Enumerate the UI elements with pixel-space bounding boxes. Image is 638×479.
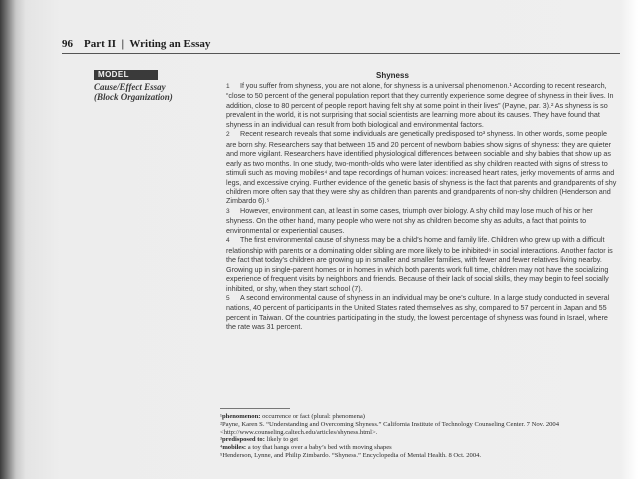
footnote-2 [220, 421, 618, 437]
footnote-1 [220, 413, 618, 421]
footnote-term: predisposed to: [221, 436, 265, 444]
footnote-4 [220, 444, 618, 452]
essay-title: Shyness [376, 71, 409, 80]
paragraph-1 [226, 81, 618, 129]
footnote-marker: ³ [220, 436, 222, 444]
paragraph-text: However, environment can, at least in some cases, triumph over biology. A shy child may lose much of his or her shyness. On the other hand, many people who were not shy as children become shy as adults, a fact that points to environmental or experiential causes. [226, 205, 593, 235]
footnote-term: phenomenon: [221, 413, 261, 420]
header-separator: | [121, 38, 125, 50]
model-subtitle: Cause/Effect Essay (Block Organization) [94, 82, 173, 102]
paragraph-number: 1 [226, 83, 230, 90]
paragraph-text: If you suffer from shyness, you are not alone, for shyness is a universal phenomenon.¹ According to recent research, “close to 50 percent of the general population report that they currently experience some degree of shyness in their lives. In addition, close to 80 percent of people report having felt shy at some point in their lives” (Payne, par. 3).² As shyness is so prevalent in the world, it is not surprising that social scientists are learning more about its causes. They have found that shyness in an individual can result from both biological and environmental factors. [226, 81, 614, 129]
page-edge-shade [620, 0, 638, 479]
paragraph-number: 5 [226, 294, 230, 302]
part-label: Part II [84, 38, 117, 50]
paragraph-text: A second environmental cause of shyness in an individual may be one’s culture. In a large study conducted in several nations, 40 percent of participants in the United States rated themselves as shy, compared to 57 percent in Japan and 55 percent in Taiwan. Of the countries participating in the study, the lowest percentage of shyness was found in Israel, where the rate was 31 percent. [226, 292, 610, 332]
paragraph-text: Recent research reveals that some individuals are genetically predisposed to³ shyness. In other words, some people are born shy. Researchers say that between 15 and 20 percent of newborn babies show signs of shyness: they are quieter and more vigilant. Researchers have identified physiological differences between sociable and shy babies that show up as early as two months. In one study, two-month-olds who were later identified as shy children reacted with signs of stress to stimuli such as moving mobiles⁴ and tape recordings of human voices: increased heart rates, jerky movements of arms and legs, and excessive crying. Further evidence of the genetic basis of shyness is the fact that parents and grandparents of shy children more often say that they were shy as children than parents and grandparents of non-shy children (Henderson and Zimbardo 6).⁵ [226, 129, 617, 206]
paragraph-2 [226, 129, 618, 206]
section-title: Writing an Essay [129, 38, 211, 50]
footnote-text: a toy that hangs over a baby’s bed with moving shapes [247, 444, 392, 452]
paragraph-number: 3 [226, 207, 230, 215]
footnote-divider [220, 408, 290, 409]
footnote-term: mobiles: [222, 444, 247, 452]
footnote-marker: ² [220, 420, 222, 428]
footnote-5 [220, 452, 618, 460]
running-header [62, 38, 622, 50]
paragraph-number: 4 [226, 237, 230, 245]
paragraph-4 [226, 235, 618, 293]
footnote-text: Payne, Karen S. “Understanding and Overcoming Shyness.” California Institute of Technology Counseling Center. 7 Nov. 2004 <http://www.counseling.caltech.edu/articles/shyness.html>. [220, 420, 560, 436]
footnote-text: likely to get [266, 436, 299, 444]
essay-body [226, 81, 618, 332]
paragraph-text: The first environmental cause of shyness may be a child’s home and family life. Children who grew up with a difficult relationship with parents or a dominating older sibling are more likely to be inhibited⁶ in social interactions. Another factor is the fact that today’s children are growing up in smaller and smaller families, with fewer and fewer relatives living nearby. Growing up in single-parent homes or in homes in which both parents work full time, children may not have the socializing experience of frequent visits by neighbors and friends. Because of their lack of social skills, they may begin to feel socially inhibited, or shy, when they start school (7). [226, 235, 613, 293]
footnote-text: occurrence or fact (plural: phenomena) [262, 413, 366, 420]
paragraph-number: 2 [226, 131, 230, 139]
footnote-3 [220, 436, 618, 444]
footnote-marker: ¹ [220, 413, 222, 420]
footnote-text: Henderson, Lynne, and Philip Zimbardo. “Shyness.” Encyclopedia of Mental Health. 8 Oct. 2004. [222, 451, 482, 459]
header-divider [62, 53, 620, 54]
footnotes [220, 413, 618, 460]
paragraph-5 [226, 293, 618, 332]
footnote-marker: ⁵ [220, 451, 223, 459]
footnote-marker: ⁴ [220, 444, 223, 452]
page-number: 96 [62, 38, 73, 50]
model-label: MODEL [94, 70, 158, 80]
paragraph-3 [226, 206, 618, 235]
